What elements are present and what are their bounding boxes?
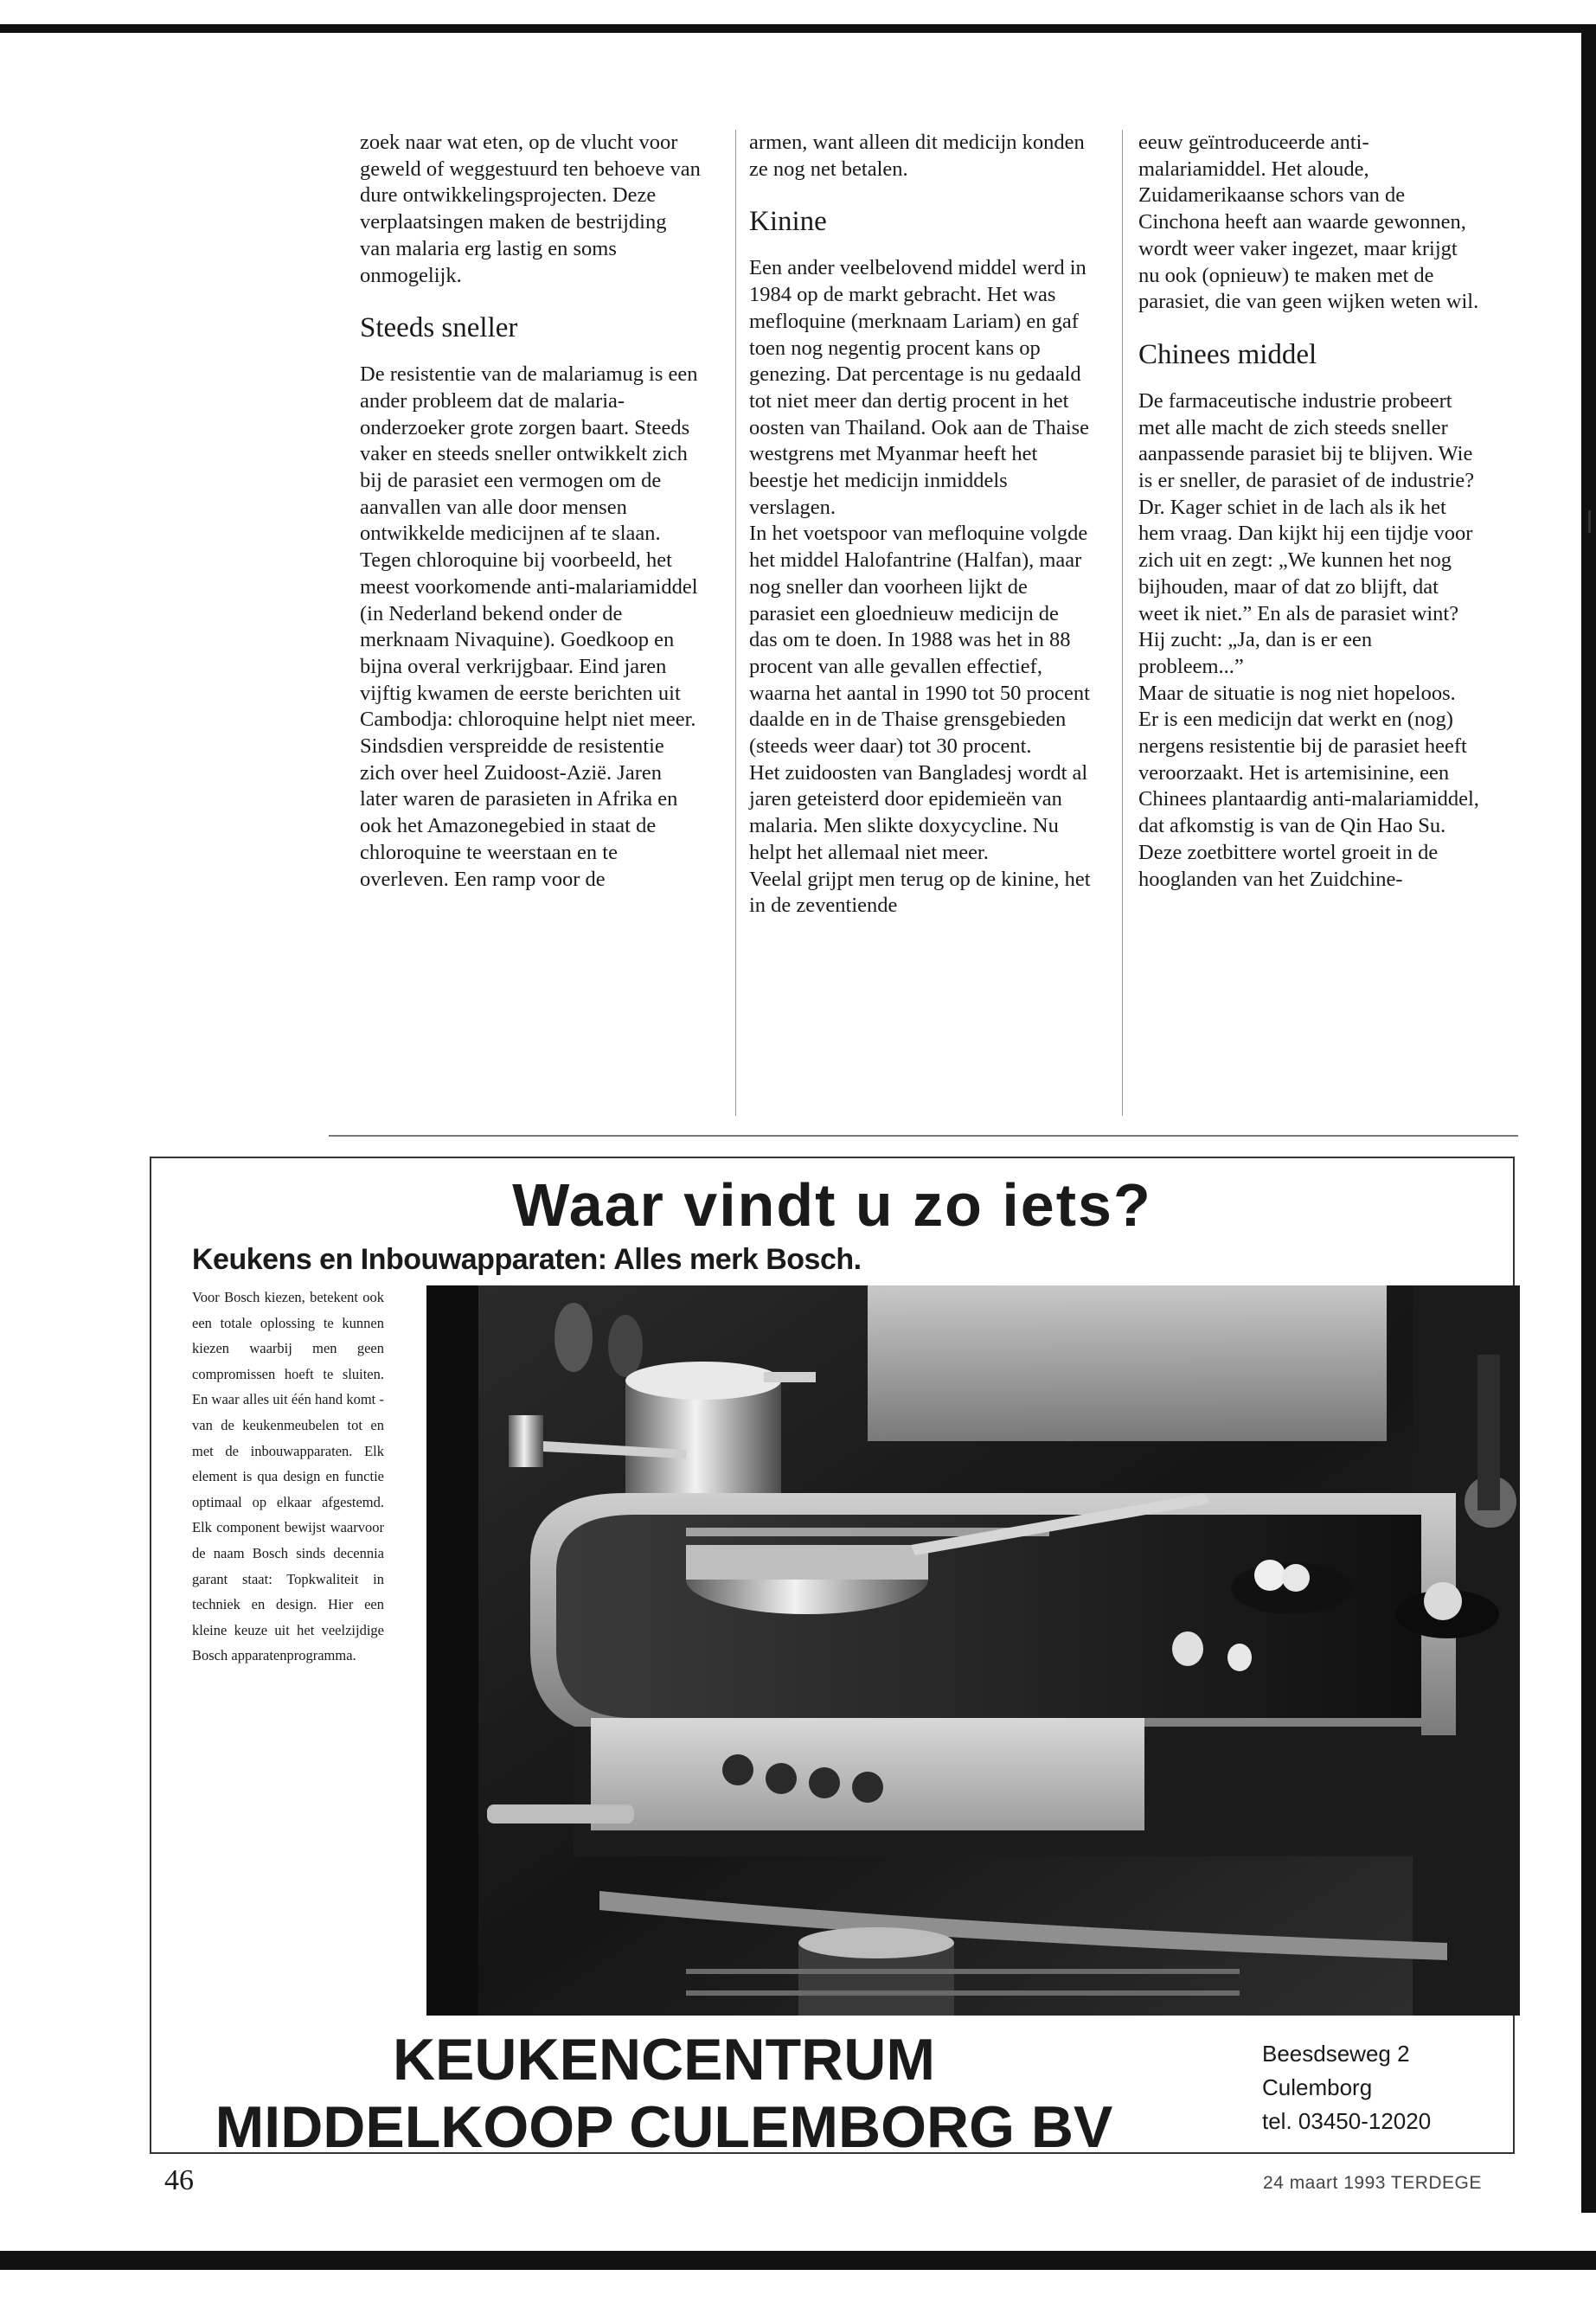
paragraph: Maar de situatie is nog niet hopeloos. Er is een medicijn dat werkt en (nog) nergens resistentie bij de parasiet heeft veroorzaakt. Het is artemisinine, een Chinees plantaardig anti-malariamiddel, dat afkomstig is van de Qin Hao Su. Deze zoetbittere wortel groeit in de hooglanden van het Zuidchine- xyxy=(1138,681,1479,891)
company-address xyxy=(1262,2037,1431,2138)
right-border xyxy=(1581,24,1596,2213)
article-column-1 xyxy=(360,130,702,893)
paragraph: armen, want alleen dit medicijn konden ze nog net betalen. xyxy=(749,131,1085,181)
company-name-line-1: KEUKENCENTRUM xyxy=(392,2027,936,2093)
company-name-line-2: MIDDELKOOP CULEMBORG BV xyxy=(215,2094,1113,2160)
paragraph: De resistentie van de malariamug is een ander probleem dat de malaria-onderzoeker grote zorgen baart. Steeds vaker en steeds sneller ontwikkelt zich bij de parasiet een vermogen om de aanvallen van alle door mensen ontwikkelde medicijnen af te slaan. xyxy=(360,362,698,546)
paragraph: Tegen chloroquine bij voorbeeld, het meest voorkomende anti-malariamiddel (in Nederland bekend onder de merknaam Nivaquine). Goedkoop en bijna overal verkrijgbaar. Eind jaren vijftig kwamen de eerste berichten uit Cambodja: chloroquine helpt niet meer. Sindsdien verspreidde de resistentie zich over heel Zuidoost-Azië. Jaren later waren de parasieten in Afrika en ook het Amazonegebied in staat de chloroquine te weerstaan en te overleven. Een ramp voor de xyxy=(360,548,698,891)
subheading: Kinine xyxy=(749,206,827,238)
ad-subheadline: Keukens en Inbouwapparaten: Alles merk Bosch. xyxy=(192,1243,862,1276)
phone-number: tel. 03450-12020 xyxy=(1262,2108,1432,2134)
paragraph: Het zuidoosten van Bangladesj wordt al jaren geteisterd door epidemieën van malaria. Men slikte doxycycline. Nu helpt het allemaal niet meer. xyxy=(749,760,1088,864)
bottom-border xyxy=(0,2251,1596,2270)
paragraph: eeuw geïntroduceerde anti-malariamiddel. Het aloude, Zuidamerikaanse schors van de Cinchona heeft aan waarde gewonnen, wordt weer vaker ingezet, maar krijgt nu ook (opnieuw) te maken met de parasiet, die van geen wijken weten wil. xyxy=(1138,131,1479,314)
subheading: Chinees middel xyxy=(1138,338,1317,370)
paragraph: Veelal grijpt men terug op de kinine, het in de zeventiende xyxy=(749,867,1091,918)
page-number: 46 xyxy=(164,2164,194,2196)
ad-headline: Waar vindt u zo iets? xyxy=(512,1171,1152,1239)
advertisement xyxy=(150,1157,1515,2160)
article-divider xyxy=(329,1135,1518,1137)
kitchen-photo xyxy=(426,1285,1520,2016)
paragraph: zoek naar wat eten, op de vlucht voor geweld of weggestuurd ten behoeve van dure ontwikkelingsprojecten. Deze verplaatsingen maken de bestrijding van malaria erg lastig en soms onmogelijk. xyxy=(360,131,701,287)
article-column-2 xyxy=(749,130,1091,920)
paragraph: In het voetspoor van mefloquine volgde het middel Halofantrine (Halfan), maar nog sneller dan voorheen lijkt de parasiet een gloednieuw medicijn de das om te doen. In 1988 was het in 88 procent van alle gevallen effectief, waarna het aantal in 1990 tot 50 procent daalde en in de Thaise grensgebieden (steeds weer daar) tot 30 procent. xyxy=(749,522,1090,759)
margin-mark xyxy=(1588,510,1591,533)
column-rule xyxy=(1122,130,1123,1116)
paragraph: De farmaceutische industrie probeert met alle macht de zich steeds sneller aanpassende parasiet bij te blijven. Wie is er sneller, de parasiet of de industrie? Dr. Kager schiet in de lach als ik het hem vraag. Dan kijkt hij een tijdje voor zich uit en zegt: „We kunnen het nog bijhouden, maar of dat zo blijft, dat weet ik niet.” En als de parasiet wint? Hij zucht: „Ja, dan is er een probleem...” xyxy=(1138,388,1475,678)
paragraph: Een ander veelbelovend middel werd in 1984 op de markt gebracht. Het was mefloquine (merknaam Lariam) en gaf toen nog negentig procent kans op genezing. Dat percentage is nu gedaald tot niet meer dan dertig procent in het oosten van Thailand. Ook aan de Thaise westgrens met Myanmar heeft het beestje het medicijn inmiddels verslagen. xyxy=(749,256,1090,519)
ad-body-text: Voor Bosch kiezen, betekent ook een totale oplossing te kunnen kiezen waarbij men geen compromissen hoeft te sluiten. En waar alles uit één hand komt - van de keukenmeubelen tot en met de inbouwapparaten. Elk element is qua design en functie optimaal op elkaar afgestemd. Elk component bewijst waarvoor de naam Bosch sinds decennia garant staat: Topkwaliteit in techniek en design. Hier een kleine keuze uit het veelzijdige Bosch apparatenprogramma. xyxy=(192,1289,384,1664)
article-column-3 xyxy=(1138,130,1480,893)
company-name xyxy=(186,2026,1142,2161)
issue-footer: 24 maart 1993 TERDEGE xyxy=(1263,2173,1482,2193)
top-border xyxy=(0,24,1596,33)
subheading: Steeds sneller xyxy=(360,312,518,344)
kitchen-illustration xyxy=(426,1285,1520,2016)
address-street: Beesdseweg 2 xyxy=(1262,2041,1410,2067)
address-city: Culemborg xyxy=(1262,2074,1373,2100)
column-rule xyxy=(735,130,736,1116)
